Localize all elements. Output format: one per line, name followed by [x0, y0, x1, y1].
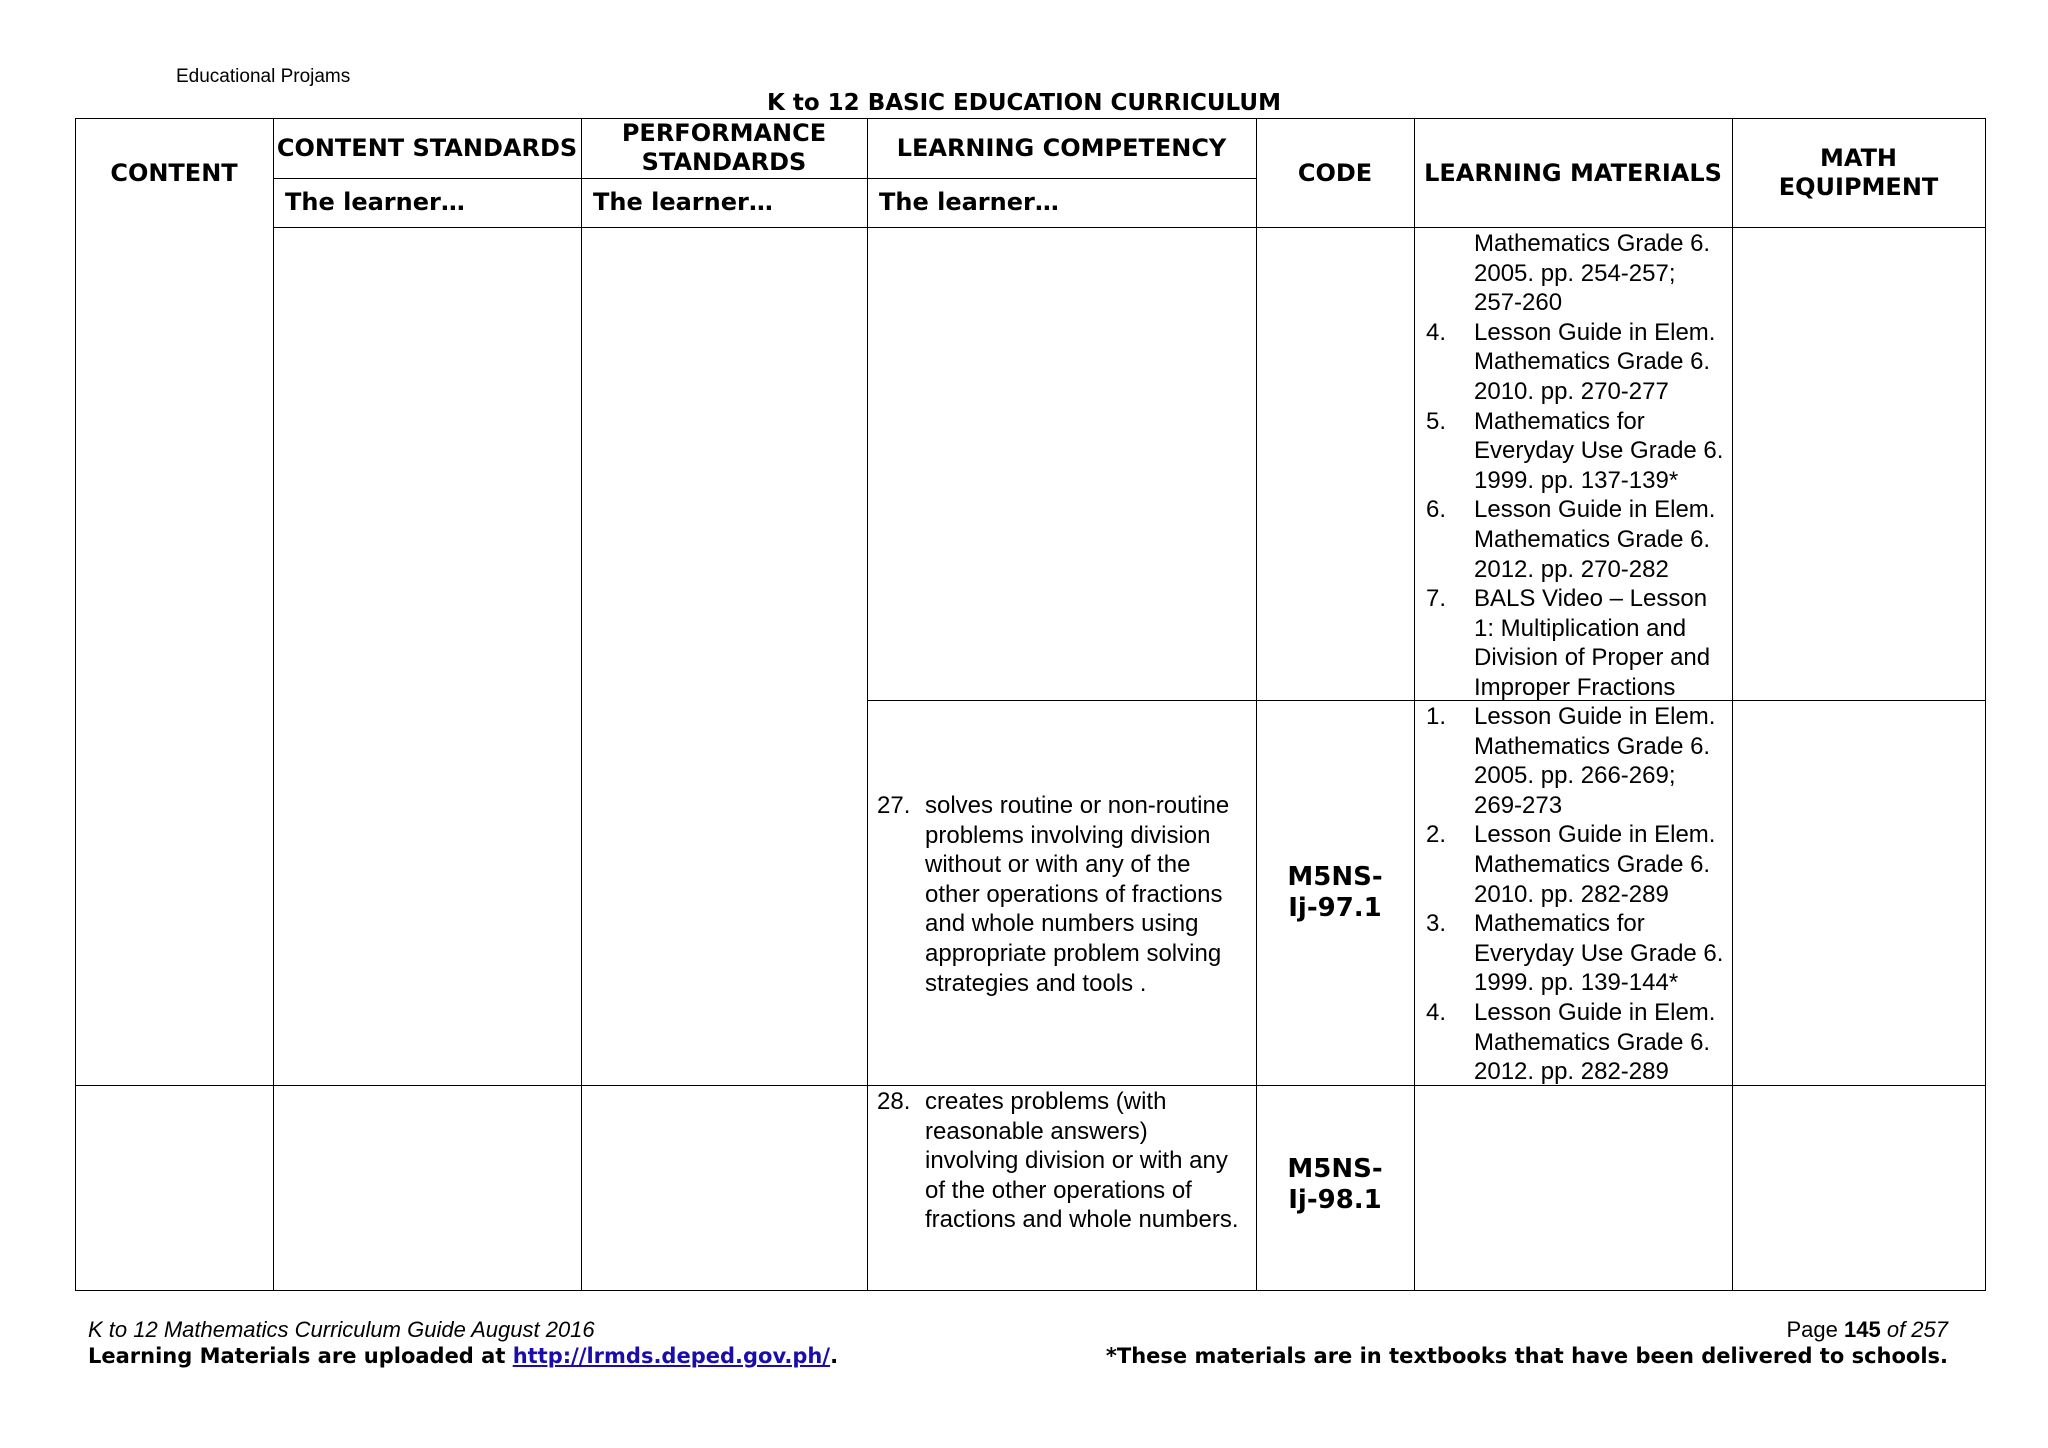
list-item [1426, 407, 1726, 496]
header-performance-standards: PERFORMANCE STANDARDS [621, 119, 827, 176]
competency-27 [877, 791, 1247, 998]
code-28: M5NS-Ij-98.1 [1287, 1154, 1383, 1215]
header-note: Educational Projams [176, 66, 351, 87]
curriculum-guide-label: K to 12 Mathematics Curriculum Guide August 2016 [88, 1317, 595, 1342]
competency-number: 27. [877, 792, 911, 819]
subheader-learning-competency: The learner… [879, 188, 1059, 216]
competency-number: 28. [877, 1088, 911, 1115]
list-item [1426, 318, 1726, 407]
document-title: K to 12 BASIC EDUCATION CURRICULUM [767, 90, 1281, 116]
list-item-text: BALS Video – Lesson 1: Multiplication and Division of Proper and Improper Fractions [1474, 585, 1711, 701]
header-learning-materials: LEARNING MATERIALS [1424, 158, 1722, 187]
list-item [1426, 584, 1726, 702]
list-item-text: Lesson Guide in Elem. Mathematics Grade 6. 2010. pp. 270-277 [1474, 318, 1716, 405]
subheader-performance-standards: The learner… [593, 188, 773, 216]
competency-text: solves routine or non-routine problems involving division without or with any of the other operations of fractions and whole numbers using appropriate problem solving strategies and tools . [925, 792, 1230, 997]
list-item [1426, 998, 1726, 1087]
header-content: CONTENT [110, 158, 238, 187]
header-content-standards: CONTENT STANDARDS [276, 133, 578, 162]
list-item [1426, 820, 1726, 909]
subheader-content-standards: The learner… [285, 188, 465, 216]
list-item-text: Lesson Guide in Elem. Mathematics Grade 6. 2012. pp. 282-289 [1474, 998, 1716, 1086]
col-divider-3 [867, 118, 868, 1291]
list-item-text: Lesson Guide in Elem. Mathematics Grade 6. 2010. pp. 282-289 [1474, 821, 1716, 908]
list-item [1426, 702, 1726, 820]
col-divider-1 [273, 118, 274, 1291]
list-item-text: Lesson Guide in Elem. Mathematics Grade 6. 2005. pp. 266-269; 269-273 [1474, 703, 1716, 819]
uploaded-prefix: Learning Materials are uploaded at [88, 1344, 513, 1368]
list-item-number: 3. [1426, 910, 1447, 938]
list-item-number: 6. [1426, 496, 1447, 524]
page-total: of 257 [1880, 1317, 1948, 1342]
competency-text: creates problems (with reasonable answers) involving division or with any of the other operations of fractions and whole numbers. [925, 1088, 1239, 1234]
table-border-right [1985, 118, 1986, 1291]
list-item-text: Mathematics for Everyday Use Grade 6. 1999. pp. 139-144* [1474, 910, 1724, 997]
list-item [1426, 229, 1726, 318]
list-item-number: 4. [1426, 998, 1447, 1026]
list-item [1426, 909, 1726, 998]
list-item-text: Lesson Guide in Elem. Mathematics Grade 6. 2012. pp. 270-282 [1474, 496, 1716, 583]
list-item-number: 1. [1426, 703, 1447, 730]
footer-left [88, 1316, 838, 1370]
code-27: M5NS-Ij-97.1 [1287, 861, 1383, 923]
footer-right [1106, 1316, 1948, 1370]
table-border-bottom [75, 1290, 1986, 1291]
list-item-number: 5. [1426, 407, 1447, 435]
header-code: CODE [1297, 158, 1373, 187]
page-indicator [1106, 1316, 1948, 1343]
materials-list-row-2 [1426, 702, 1726, 1087]
lrmds-link[interactable]: http://lrmds.deped.gov.ph/ [512, 1344, 831, 1368]
page-number: 145 [1844, 1317, 1881, 1342]
header-learning-competency: LEARNING COMPETENCY [896, 133, 1227, 162]
list-item [877, 1087, 1247, 1235]
list-item-text: Mathematics Grade 6. 2005. pp. 254-257; 257-260 [1474, 230, 1711, 317]
textbook-note: *These materials are in textbooks that have been delivered to schools. [1105, 1344, 1948, 1368]
page-label: Page [1786, 1317, 1844, 1342]
materials-list-row-1 [1426, 229, 1726, 703]
list-item [877, 791, 1247, 998]
list-item [1426, 495, 1726, 584]
uploaded-suffix: . [830, 1344, 839, 1368]
col-divider-2 [581, 118, 582, 1291]
competency-28 [877, 1087, 1247, 1235]
list-item-number: 2. [1426, 821, 1447, 849]
col-divider-5 [1414, 118, 1415, 1291]
uploaded-note [88, 1343, 838, 1370]
table-border-left [75, 118, 76, 1291]
list-item-number: 4. [1426, 318, 1447, 346]
list-item-number: 7. [1426, 585, 1447, 613]
list-item-text: Mathematics for Everyday Use Grade 6. 1999. pp. 137-139* [1474, 407, 1724, 494]
header-math-equipment: MATH EQUIPMENT [1778, 144, 1939, 201]
col-divider-6 [1732, 118, 1733, 1291]
